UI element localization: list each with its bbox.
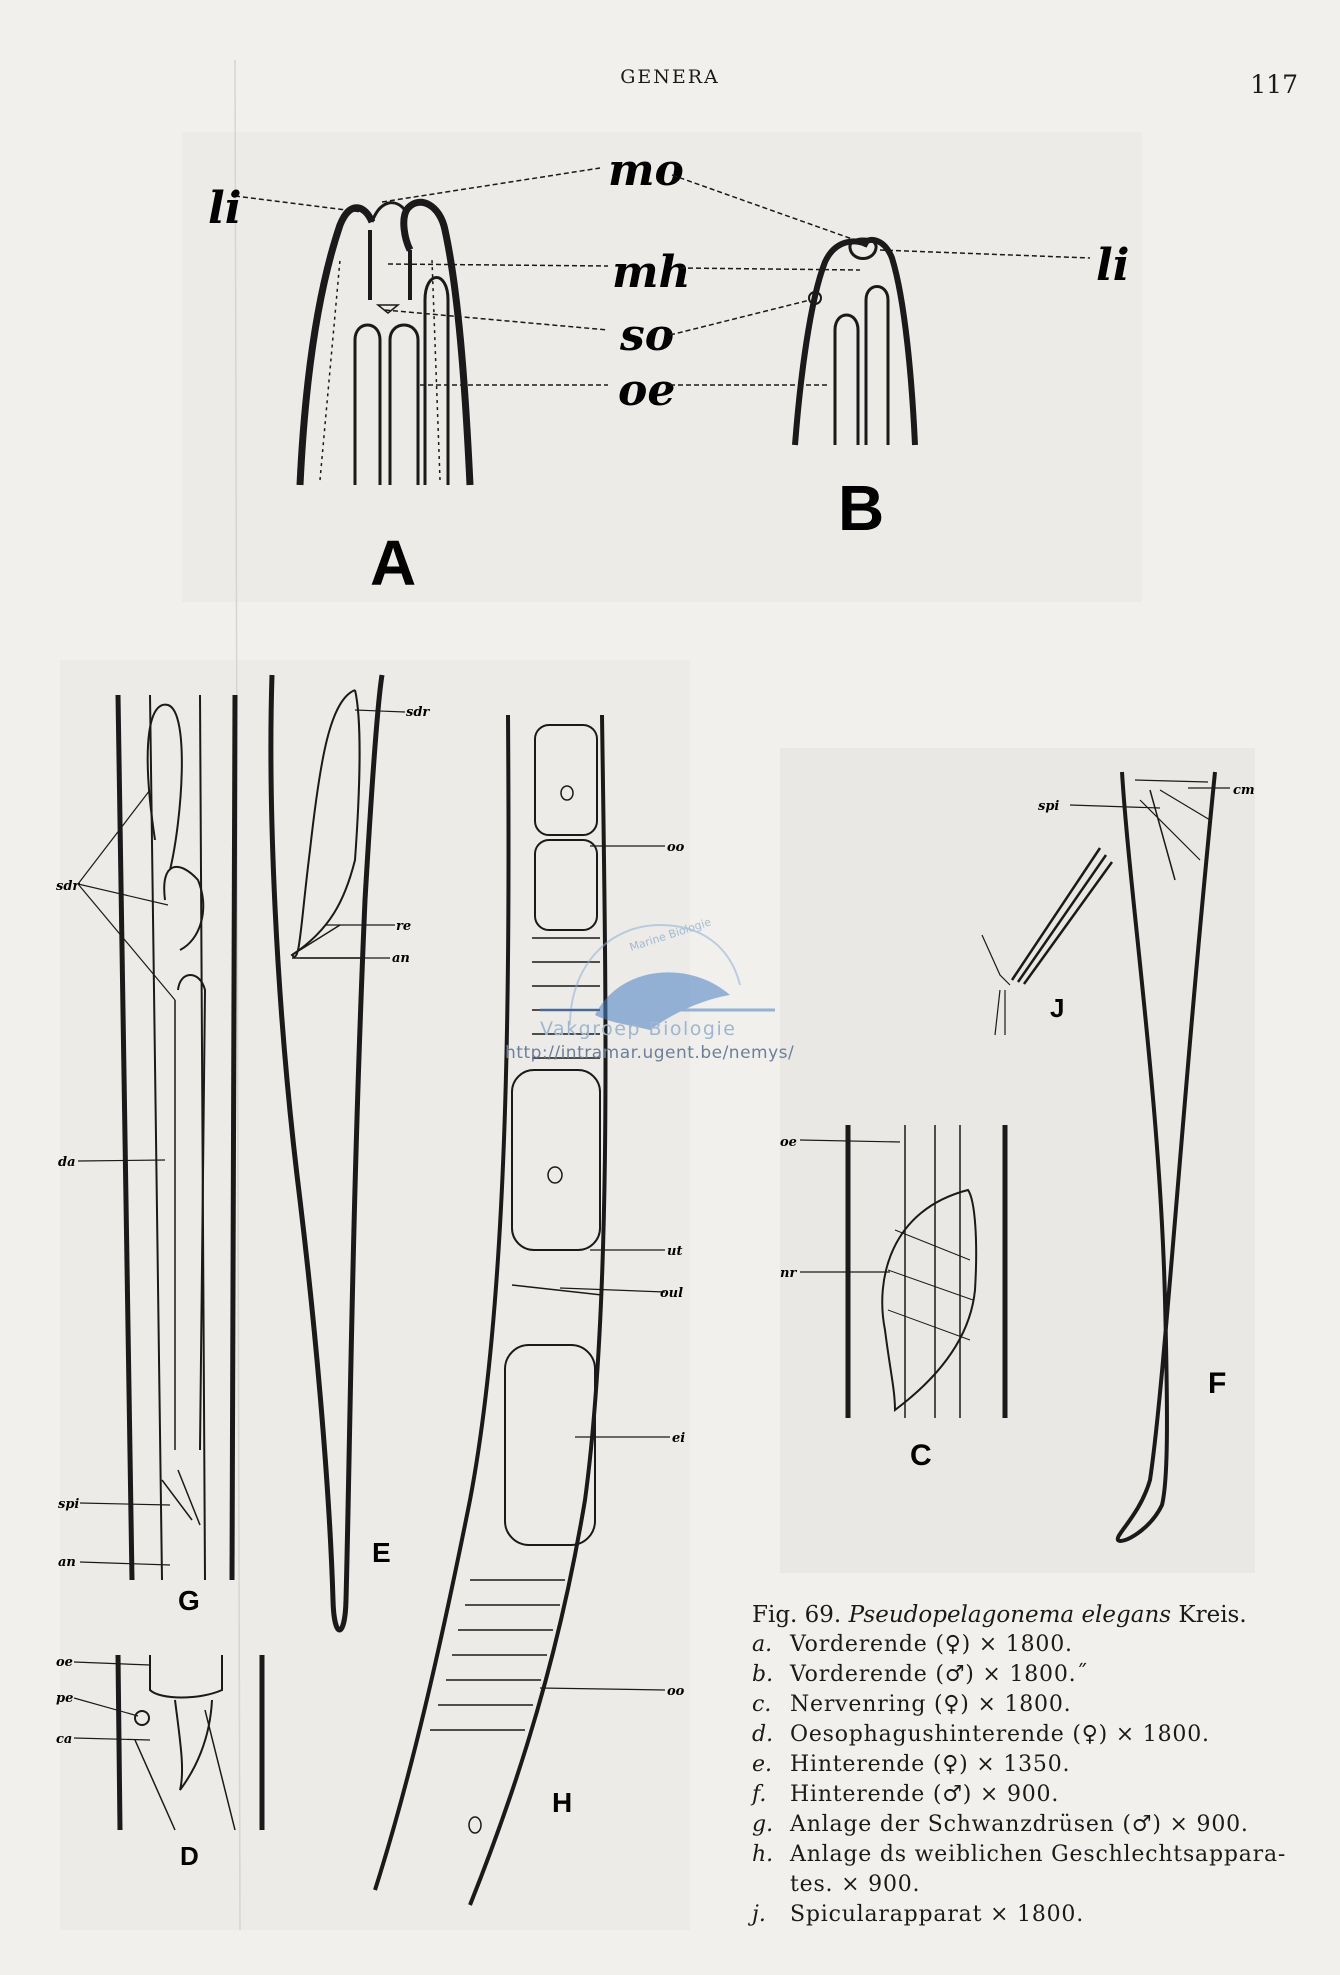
label-a-so: so xyxy=(620,310,675,361)
label-d-ca: ca xyxy=(56,1732,73,1747)
caption-item: e. Hinterende (♀) × 1350. xyxy=(752,1752,1071,1777)
label-e-an: an xyxy=(392,951,410,966)
label-g-sdr: sdr xyxy=(56,879,80,894)
panel-label-j: J xyxy=(1050,993,1065,1023)
label-b-li: li xyxy=(1096,240,1130,291)
label-h-oo-top: oo xyxy=(667,840,685,855)
watermark-name: Vakgroep Biologie xyxy=(540,1018,737,1040)
label-h-ei: ei xyxy=(672,1431,686,1446)
label-a-mo: mo xyxy=(608,145,684,196)
caption-item: d. Oesophagushinterende (♀) × 1800. xyxy=(752,1722,1210,1747)
caption-item: f. Hinterende (♂) × 900. xyxy=(752,1782,1060,1807)
label-d-oe: oe xyxy=(56,1655,73,1670)
caption-fig-label: Fig. 69. xyxy=(752,1602,842,1628)
panel-label-c: C xyxy=(910,1439,932,1472)
label-a-mh: mh xyxy=(612,247,691,298)
label-g-spi: spi xyxy=(58,1497,80,1512)
panel-label-f: F xyxy=(1208,1367,1227,1400)
caption-item: a. Vorderende (♀) × 1800. xyxy=(752,1632,1073,1657)
label-g-an: an xyxy=(58,1555,76,1570)
panel-right-background xyxy=(780,748,1255,1573)
label-h-oul: oul xyxy=(660,1286,684,1301)
watermark-arc-text: Marine Biologie xyxy=(627,915,713,955)
panel-label-a: A xyxy=(370,527,417,599)
caption-item: g. Anlage der Schwanzdrüsen (♂) × 900. xyxy=(752,1812,1249,1837)
caption-item: b. Vorderende (♂) × 1800.˝ xyxy=(752,1662,1089,1687)
caption-item: j. Spicularapparat × 1800. xyxy=(752,1902,1085,1927)
label-a-oe: oe xyxy=(618,365,676,416)
label-h-oo-bottom: oo xyxy=(667,1684,685,1699)
caption-title xyxy=(752,1600,1312,1630)
label-a-li: li xyxy=(208,183,242,234)
label-g-da: da xyxy=(58,1155,76,1170)
label-f-cm: cm xyxy=(1233,783,1255,798)
caption-author: Kreis. xyxy=(1178,1602,1247,1628)
panel-label-b: B xyxy=(838,472,885,544)
panel-label-d: D xyxy=(180,1841,199,1871)
watermark-logo xyxy=(500,905,800,1065)
panel-label-e: E xyxy=(372,1537,391,1568)
label-e-sdr: sdr xyxy=(406,705,430,720)
watermark-url[interactable]: http://intramar.ugent.be/nemys/ xyxy=(505,1043,795,1063)
label-c-oe: oe xyxy=(780,1135,797,1150)
running-title: GENERA xyxy=(620,66,720,88)
caption-item: h. Anlage ds weiblichen Geschlechtsappara-tes. × 900. xyxy=(752,1842,1287,1897)
panel-label-g: G xyxy=(178,1585,200,1616)
panel-label-h: H xyxy=(552,1787,573,1818)
page-number: 117 xyxy=(1250,70,1298,99)
figure-caption xyxy=(752,1600,1312,1930)
label-h-ut: ut xyxy=(667,1244,683,1259)
label-c-nr: nr xyxy=(780,1266,797,1281)
caption-species: Pseudopelagonema elegans xyxy=(848,1602,1172,1628)
label-d-pe: pe xyxy=(56,1691,74,1706)
label-e-re: re xyxy=(396,919,412,934)
caption-item: c. Nervenring (♀) × 1800. xyxy=(752,1692,1072,1717)
label-f-spi: spi xyxy=(1038,799,1060,814)
